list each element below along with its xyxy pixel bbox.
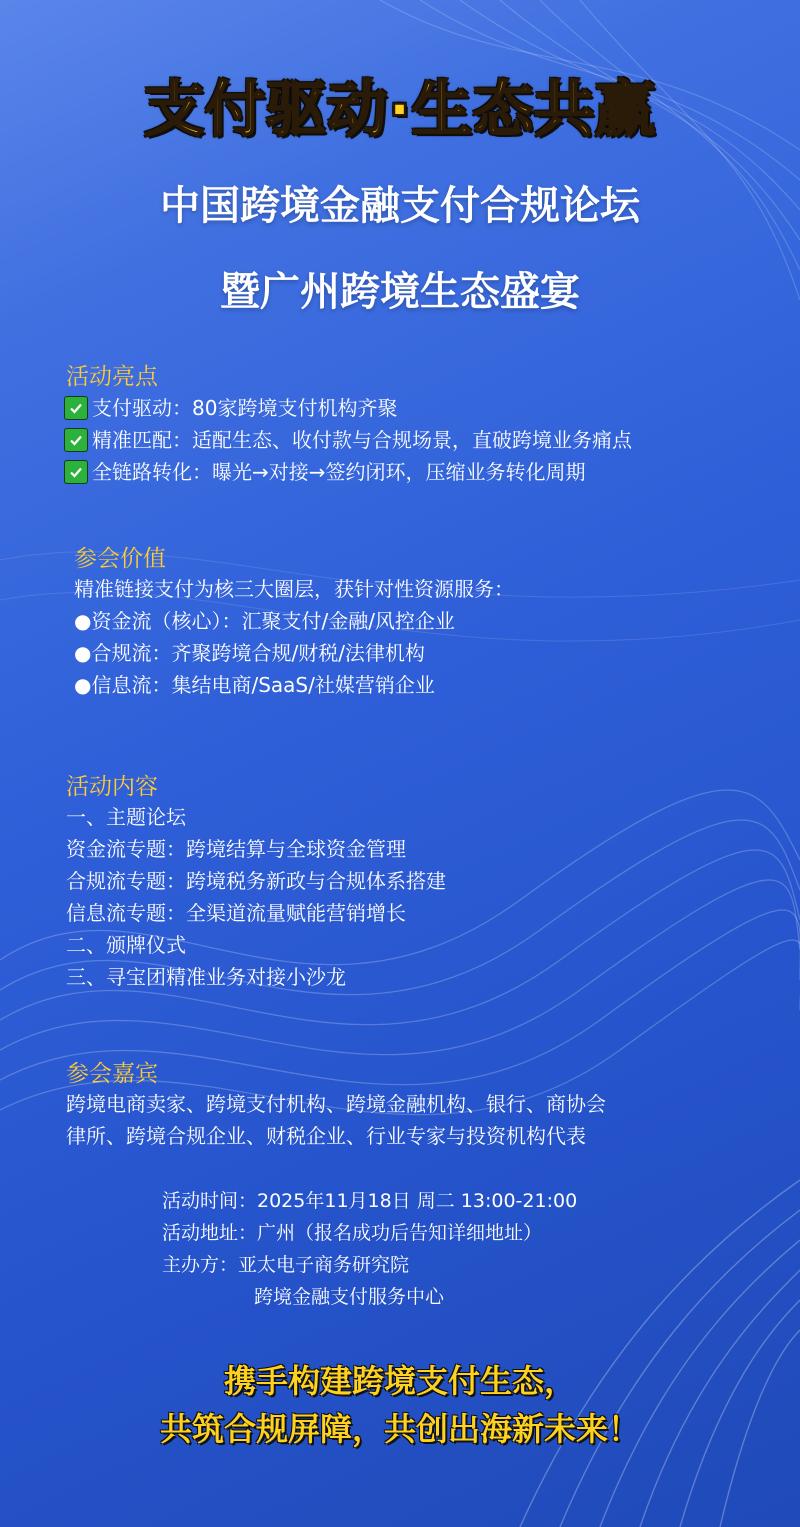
highlight-item	[64, 424, 632, 456]
content-item: 信息流专题：全渠道流量赋能营销增长	[66, 901, 406, 925]
content-item: 合规流专题：跨境税务新政与合规体系搭建	[66, 869, 446, 893]
check-icon	[64, 428, 88, 452]
closing-line-1: 携手构建跨境支付生态，	[223, 1362, 576, 1400]
highlights-heading: 活动亮点	[66, 364, 158, 390]
value-list	[74, 573, 514, 701]
value-intro: 精准链接支付为核三大圈层，获针对性资源服务：	[74, 577, 514, 601]
highlight-text: 全链路转化：曝光→对接→签约闭环，压缩业务转化周期	[92, 460, 586, 484]
subtitle-line-1: 中国跨境金融支付合规论坛	[160, 183, 640, 229]
event-organizer: 主办方：亚太电子商务研究院	[162, 1254, 410, 1276]
closing-line-2: 共筑合规屏障，共创出海新未来！	[159, 1410, 640, 1448]
value-item: ●合规流：齐聚跨境合规/财税/法律机构	[74, 641, 425, 665]
event-time: 活动时间：2025年11月18日 周二 13:00-21:00	[162, 1190, 578, 1212]
content-heading: 活动内容	[66, 774, 158, 800]
content-item: 二、颁牌仪式	[66, 933, 186, 957]
event-info	[162, 1185, 577, 1313]
value-item: ●信息流：集结电商/SaaS/社媒营销企业	[74, 673, 435, 697]
guests-heading: 参会嘉宾	[66, 1061, 158, 1087]
highlights-list	[64, 392, 632, 488]
event-organizer-2: 跨境金融支付服务中心	[254, 1286, 445, 1308]
value-heading: 参会价值	[74, 546, 166, 572]
highlight-text: 支付驱动：80家跨境支付机构齐聚	[92, 396, 398, 420]
subtitle-line-2: 暨广州跨境生态盛宴	[220, 269, 580, 315]
main-title: 支付驱动·生态共赢	[144, 75, 656, 145]
content-item: 三、寻宝团精准业务对接小沙龙	[66, 965, 346, 989]
guests-line: 律所、跨境合规企业、财税企业、行业专家与投资机构代表	[66, 1124, 586, 1148]
check-icon	[64, 396, 88, 420]
guests-list	[66, 1088, 606, 1152]
highlight-item	[64, 456, 632, 488]
content-item: 资金流专题：跨境结算与全球资金管理	[66, 837, 406, 861]
highlight-item	[64, 392, 632, 424]
highlight-text: 精准匹配：适配生态、收付款与合规场景，直破跨境业务痛点	[92, 428, 632, 452]
guests-line: 跨境电商卖家、跨境支付机构、跨境金融机构、银行、商协会	[66, 1092, 606, 1116]
event-address: 活动地址：广州（报名成功后告知详细地址）	[162, 1222, 543, 1244]
content-list	[66, 801, 446, 993]
check-icon	[64, 460, 88, 484]
content-item: 一、主题论坛	[66, 805, 186, 829]
value-item: ●资金流（核心）：汇聚支付/金融/风控企业	[74, 609, 455, 633]
